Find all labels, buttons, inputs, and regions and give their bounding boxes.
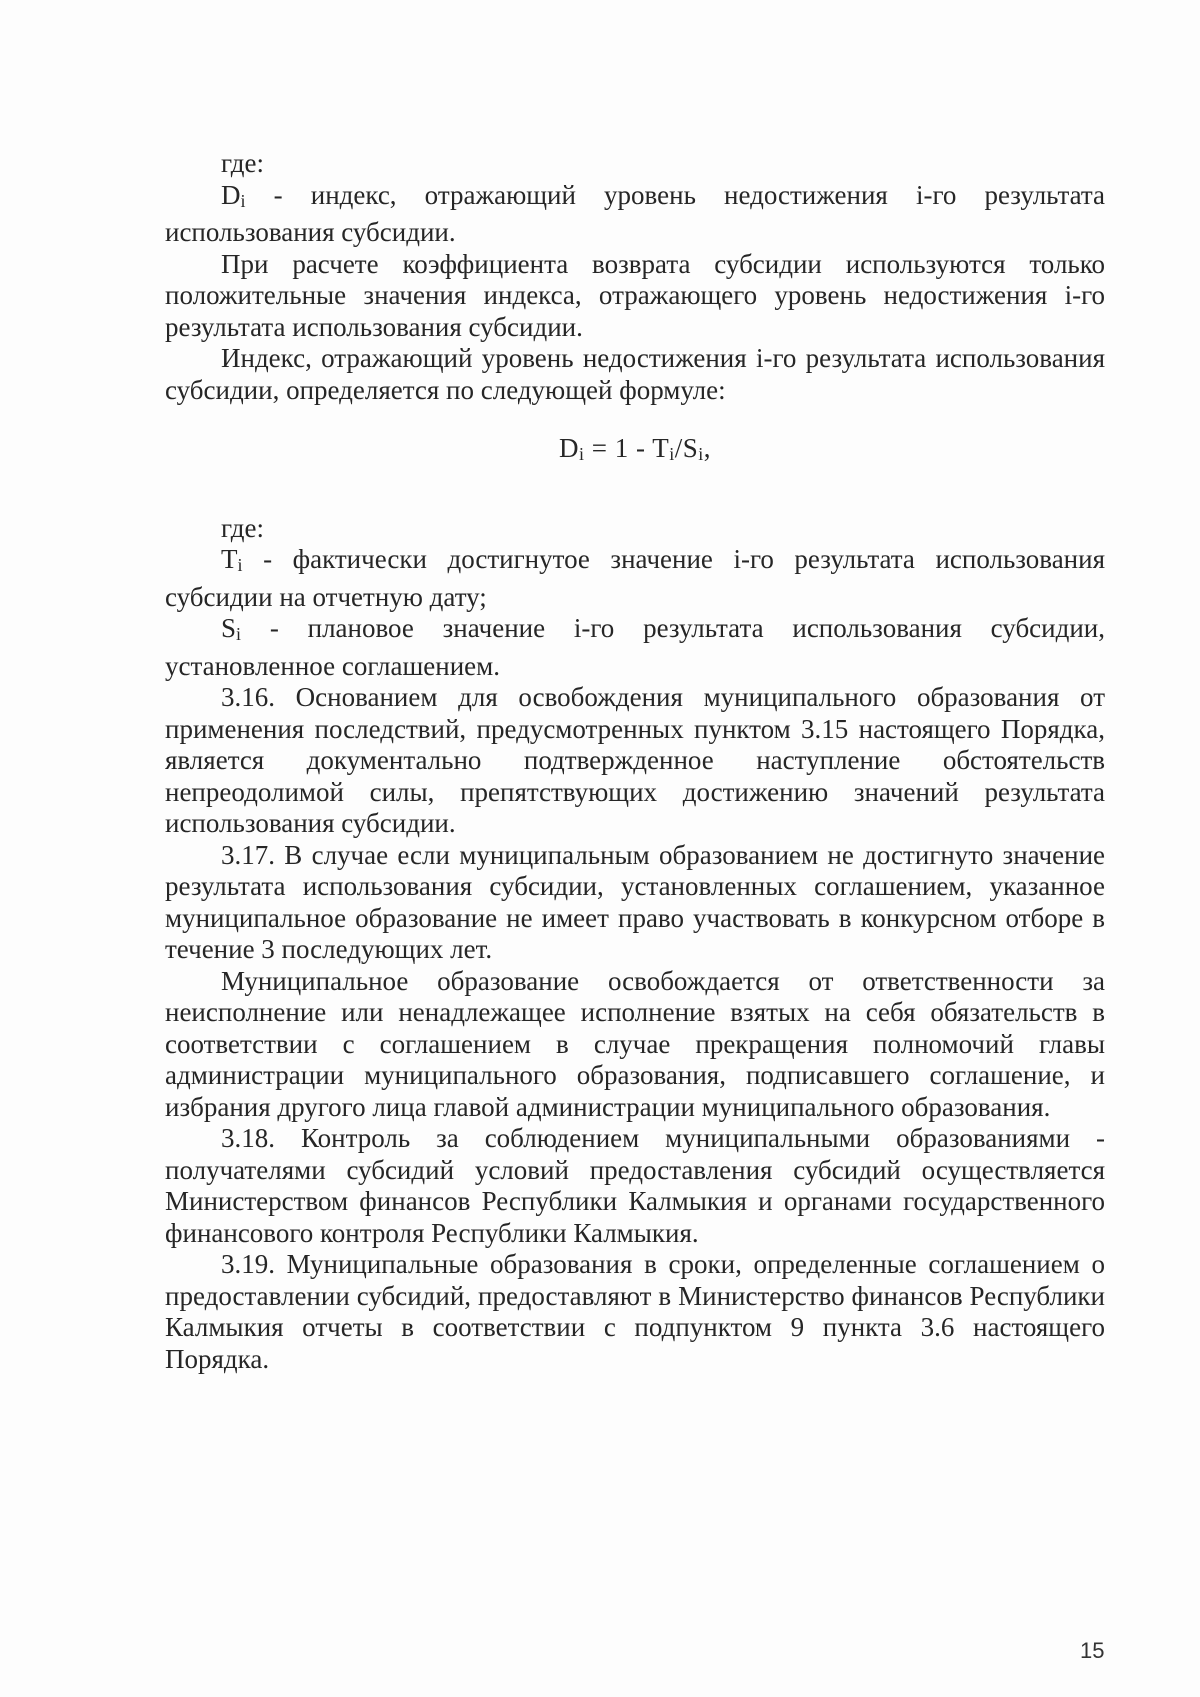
formula-slash: /S	[674, 433, 699, 463]
ti-definition	[165, 544, 1105, 613]
si-definition-text: - плановое значение i-го результата использования субсидии, установленное соглашением.	[165, 613, 1105, 681]
index-formula-intro: Индекс, отражающий уровень недостижения i-го результата использования субсидии, определяется по следующей формуле:	[165, 343, 1105, 405]
spacer	[165, 471, 1105, 513]
formula-lhs-sub: i	[578, 444, 585, 464]
si-definition	[165, 613, 1105, 682]
page-number: 15	[1080, 1638, 1105, 1663]
di-variable: D	[221, 179, 241, 210]
spacer	[165, 406, 1105, 433]
document-body	[165, 148, 1105, 1375]
formula-s-sub: i	[698, 444, 704, 464]
paragraph-3-18: 3.18. Контроль за соблюдением муниципальными образованиями - получателями субсидий условий предоставления субсидий осуществляется Министерством финансов Республики Калмыкия и органами государственного финансового контроля Республики Калмыкия.	[165, 1123, 1105, 1248]
di-definition-text: - индекс, отражающий уровень недостижения i-го результата использования субсидии.	[165, 179, 1105, 247]
formula-lhs-var: D	[558, 433, 579, 463]
paragraph-3-19: 3.19. Муниципальные образования в сроки, определенные соглашением о предоставлении субсидий, предоставляют в Министерство финансов Республики Калмыкия отчеты в соответствии с подпунктом 9 пункта 3.6 настоящего Порядка.	[165, 1249, 1105, 1374]
si-variable: S	[221, 613, 237, 643]
formula-middle: = 1 - T	[584, 433, 670, 463]
di-definition	[165, 180, 1105, 249]
ti-variable: T	[221, 544, 238, 574]
paragraph-3-16: 3.16. Основанием для освобождения муниципального образования от применения последствий, предусмотренных пунктом 3.15 настоящего Порядка, является документально подтвержденное наступление обстоятельств непреодолимой силы, препятствующих достижению значений результата использования субсидии.	[165, 682, 1105, 838]
where-label-2: где:	[221, 512, 264, 543]
si-subscript: i	[236, 624, 242, 644]
formula-t-sub: i	[669, 444, 675, 464]
formula	[165, 433, 1105, 471]
release-paragraph: Муниципальное образование освобождается от ответственности за неисполнение или ненадлежащее исполнение взятых на себя обязательств в соответствии с соглашением в случае прекращения полномочий главы администрации муниципального образования, подписавшего соглашение, и избрания другого лица главой администрации муниципального образования.	[165, 965, 1105, 1122]
where-label-1: где:	[221, 148, 264, 178]
positive-values-paragraph: При расчете коэффициента возврата субсидии используются только положительные значения индекса, отражающего уровень недостижения i-го результата использования субсидии.	[165, 248, 1105, 342]
ti-definition-text: - фактически достигнутое значение i-го результата использования субсидии на отчетную дату;	[165, 544, 1105, 612]
paragraph-3-17: 3.17. В случае если муниципальным образованием не достигнуто значение результата использования субсидии, установленных соглашением, указанное муниципальное образование не имеет право участвовать в конкурсном отборе в течение 3 последующих лет.	[165, 839, 1105, 964]
formula-tail: ,	[703, 433, 712, 463]
ti-subscript: i	[237, 555, 243, 575]
di-subscript: i	[240, 190, 246, 211]
